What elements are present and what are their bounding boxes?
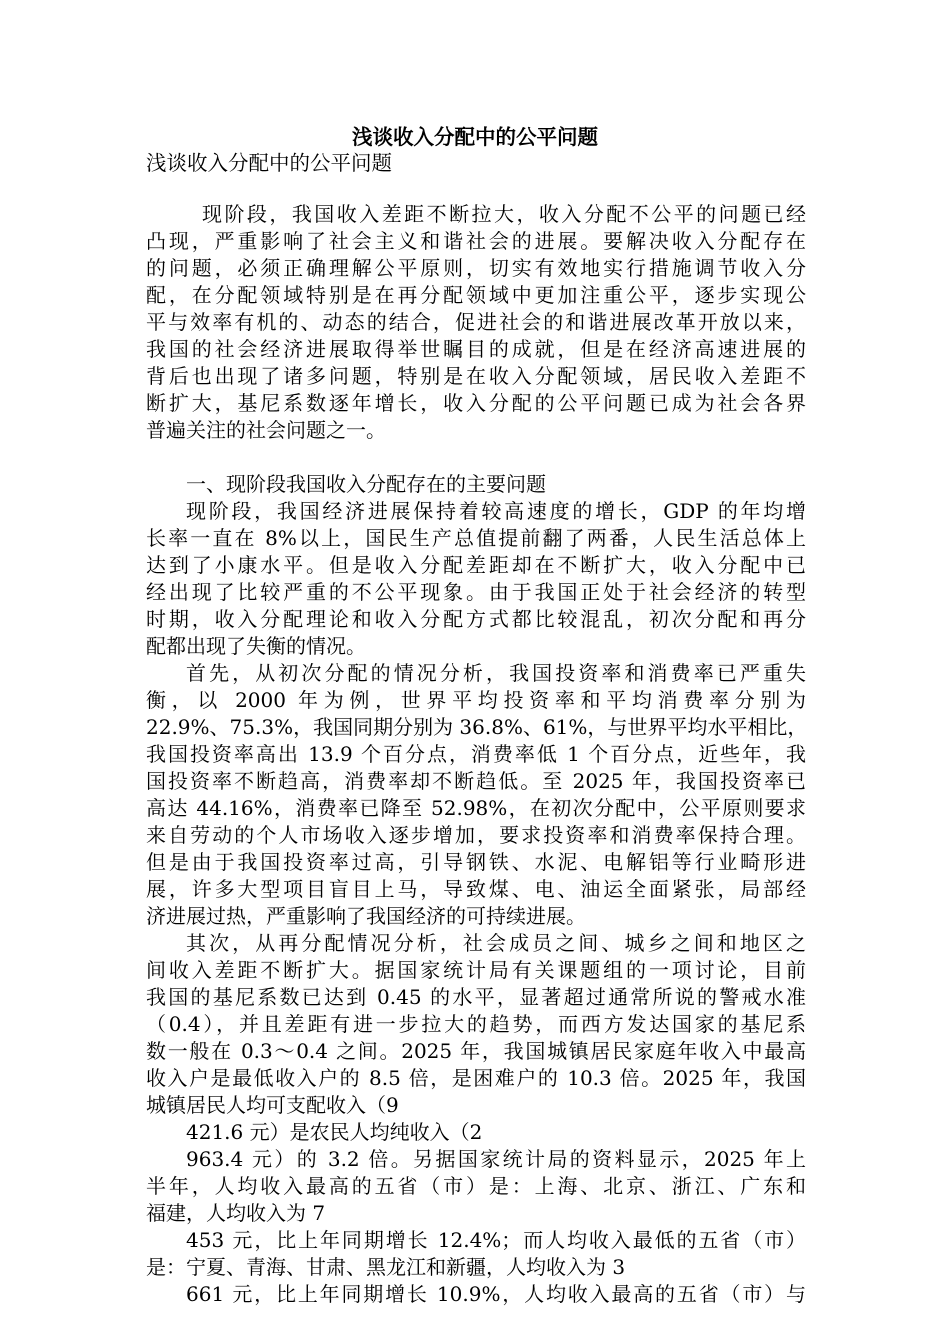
text-line: 首先，从初次分配的情况分析，我国投资率和消费率已严重失 bbox=[186, 661, 806, 685]
text-line: 其次，从再分配情况分析，社会成员之间、城乡之间和地区之 bbox=[186, 931, 806, 955]
paragraph-overview bbox=[146, 498, 806, 660]
paragraph-fragment bbox=[146, 1227, 806, 1281]
paragraph-intro bbox=[146, 201, 806, 444]
paragraph-fragment bbox=[146, 1281, 806, 1308]
text-line: 配都出现了失衡的情况。 bbox=[146, 634, 366, 658]
text-line: 国投资率不断趋高，消费率却不断趋低。至 2025 年，我国投资率已 bbox=[146, 769, 806, 793]
paragraph-fragment bbox=[146, 1119, 806, 1146]
text-line: 但是由于我国投资率过高，引导钢铁、水泥、电解铝等行业畸形进 bbox=[146, 850, 806, 874]
text-line: 我国的基尼系数已达到 0.45 的水平，显著超过通常所说的警戒水准 bbox=[146, 985, 806, 1009]
text-line: 间收入差距不断扩大。据国家统计局有关课题组的一项讨论，目前 bbox=[146, 958, 806, 982]
paragraph-redistribution bbox=[146, 930, 806, 1119]
text-line: 福建，人均收入为 7 bbox=[146, 1201, 326, 1225]
paragraph-spacer bbox=[146, 444, 806, 471]
text-line: 963.4 元）的 3.2 倍。另据国家统计局的资料显示，2025 年上 bbox=[186, 1147, 806, 1171]
text-line: 22.9%、75.3%，我国同期分别为 36.8%、61%，与世界平均水平相比， bbox=[146, 715, 808, 739]
text-line: 背后也出现了诸多问题，特别是在收入分配领域，居民收入差距不 bbox=[146, 364, 806, 388]
text-line: 平与效率有机的、动态的结合，促进社会的和谐进展改革开放以来， bbox=[146, 310, 806, 334]
text-line: 是：宁夏、青海、甘肃、黑龙江和新疆，人均收入为 3 bbox=[146, 1255, 626, 1279]
text-line: 断扩大，基尼系数逐年增长，收入分配的公平问题已成为社会各界 bbox=[146, 391, 806, 415]
text-line: 凸现，严重影响了社会主义和谐社会的进展。要解决收入分配存在 bbox=[146, 229, 806, 253]
text-line: （0.4），并且差距有进一步拉大的趋势，而西方发达国家的基尼系 bbox=[146, 1012, 806, 1036]
text-line: 半年，人均收入最高的五省（市）是：上海、北京、浙江、广东和 bbox=[146, 1174, 806, 1198]
text-line: 661 元，比上年同期增长 10.9%，人均收入最高的五省（市）与 bbox=[186, 1282, 806, 1306]
document-body bbox=[146, 201, 806, 1308]
text-line: 长率一直在 8%以上，国民生产总值提前翻了两番，人民生活总体上 bbox=[146, 526, 806, 550]
text-line: 来自劳动的个人市场收入逐步增加，要求投资率和消费率保持合理。 bbox=[146, 823, 806, 847]
document-title: 浅谈收入分配中的公平问题 bbox=[352, 125, 598, 149]
text-line: 现阶段，我国经济进展保持着较高速度的增长，GDP 的年均增 bbox=[186, 499, 806, 523]
text-line: 的问题，必须正确理解公平原则，切实有效地实行措施调节收入分 bbox=[146, 256, 806, 280]
paragraph-fragment bbox=[146, 1146, 806, 1227]
text-line: 达到了小康水平。但是收入分配差距却在不断扩大，收入分配中已 bbox=[146, 553, 806, 577]
text-line: 数一般在 0.3～0.4 之间。2025 年，我国城镇居民家庭年收入中最高 bbox=[146, 1039, 806, 1063]
text-line: 展，许多大型项目盲目上马，导致煤、电、油运全面紧张，局部经 bbox=[146, 877, 806, 901]
text-line: 收入户是最低收入户的 8.5 倍，是困难户的 10.3 倍。2025 年，我国 bbox=[146, 1066, 806, 1090]
text-line: 421.6 元）是农民人均纯收入（2 bbox=[186, 1120, 483, 1144]
text-line: 高达 44.16%，消费率已降至 52.98%，在初次分配中，公平原则要求 bbox=[146, 796, 806, 820]
text-line: 现阶段，我国收入差距不断拉大，收入分配不公平的问题已经 bbox=[202, 202, 806, 226]
text-line: 济进展过热，严重影响了我国经济的可持续进展。 bbox=[146, 904, 586, 928]
document-subtitle: 浅谈收入分配中的公平问题 bbox=[146, 151, 392, 175]
text-line: 时期，收入分配理论和收入分配方式都比较混乱，初次分配和再分 bbox=[146, 607, 806, 631]
text-line: 我国的社会经济进展取得举世瞩目的成就，但是在经济高速进展的 bbox=[146, 337, 806, 361]
text-line: 普遍关注的社会问题之一。 bbox=[146, 418, 386, 442]
section-heading: 一、现阶段我国收入分配存在的主要问题 bbox=[186, 472, 546, 496]
text-line: 453 元，比上年同期增长 12.4%；而人均收入最低的五省（市） bbox=[186, 1228, 806, 1252]
paragraph-first-distribution bbox=[146, 660, 806, 930]
text-line: 我国投资率高出 13.9 个百分点，消费率低 1 个百分点，近些年，我 bbox=[146, 742, 806, 766]
text-line: 衡，以 2000 年为例，世界平均投资率和平均消费率分别为 bbox=[146, 688, 806, 712]
text-line: 经出现了比较严重的不公平现象。由于我国正处于社会经济的转型 bbox=[146, 580, 806, 604]
text-line: 配，在分配领域特别是在再分配领域中更加注重公平，逐步实现公 bbox=[146, 283, 806, 307]
text-line: 城镇居民人均可支配收入（9 bbox=[146, 1093, 399, 1117]
